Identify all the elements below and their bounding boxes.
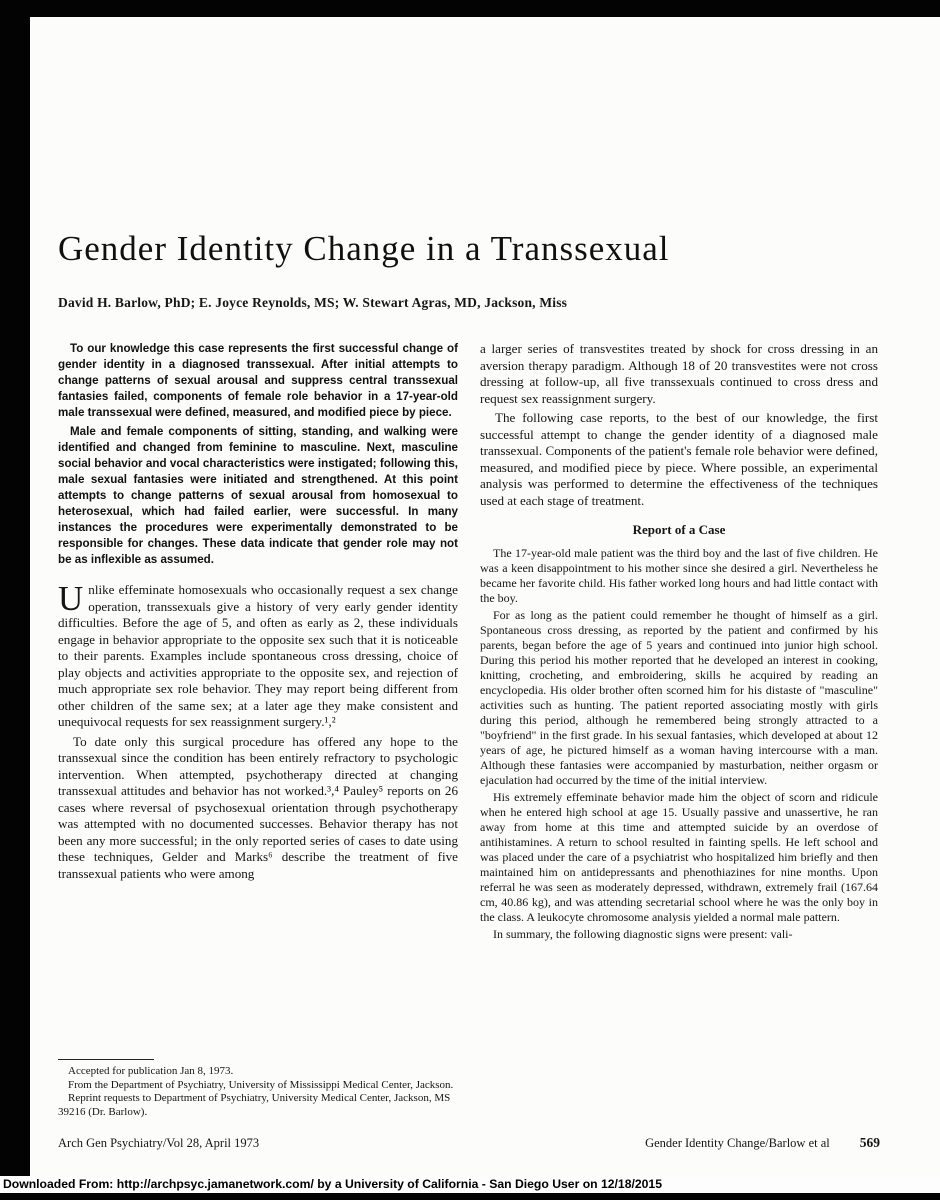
article-title: Gender Identity Change in a Transsexual bbox=[58, 229, 670, 268]
page-number: 569 bbox=[859, 1135, 880, 1150]
abstract-paragraph: To our knowledge this case represents the first successful change of gender identity in a diagnosed transsexual. After initial attempts to change patterns of sexual arousal and suppress central transsexual fantasies failed, components of female role behavior in a 17-year-old male transsexual were defined, measured, and modified piece by piece. bbox=[58, 342, 458, 419]
case-paragraph: In summary, the following diagnostic signs were present: vali- bbox=[493, 927, 793, 941]
left-column bbox=[58, 341, 458, 1119]
abstract bbox=[58, 341, 458, 571]
running-title: Gender Identity Change/Barlow et al bbox=[645, 1136, 830, 1150]
case-paragraph: The 17-year-old male patient was the third boy and the last of five children. He was a keen disappointment to his mother since she desired a girl. Nevertheless he became her favorite child. His father worked long hours and had little contact with the boy. bbox=[480, 546, 878, 605]
footnote-line: From the Department of Psychiatry, University of Mississippi Medical Center, Jackson. bbox=[68, 1078, 454, 1091]
case-paragraph: For as long as the patient could remember he thought of himself as a girl. Spontaneous cross dressing, as reported by the patient and confirmed by his parents, began before the age of 5 years and continued into junior high school. During this period his mother reported that he developed an interest in cooking, knitting, crocheting, and embroidering, skills he acquired by reading an encyclopedia. His older brother often scorned him for his distaste of "masculine" activities such as hunting. The patient reported associating mostly with girls during this period, although he remembered being strongly attracted to a "boyfriend" in the first grade. In his sexual fantasies, which developed at about 12 years of age, he pictured himself as a woman having intercourse with a man. Although these fantasies were accompanied by masturbation, neither orgasm or ejaculation had occurred by the time of the initial interview. bbox=[480, 608, 878, 787]
journal-citation: Arch Gen Psychiatry/Vol 28, April 1973 bbox=[58, 1136, 260, 1150]
case-paragraph: His extremely effeminate behavior made him the object of scorn and ridicule when he entered high school at age 15. Usually passive and unassertive, he ran away from home at this time and attempted suicide by an overdose of antihistamines. A return to school resulted in fainting spells. He left school and was placed under the care of a psychiatrist who hospitalized him briefly and then maintained him on antidepressants and phenothiazines for nine months. Upon referral he was seen as moderately depressed, withdrawn, extremely frail (167.64 cm, 40.86 kg), and was attending secretarial school where he was the only boy in the class. A leukocyte chromosome analysis yielded a normal male pattern. bbox=[480, 790, 878, 924]
page-body bbox=[30, 17, 940, 1151]
intro-paragraph bbox=[58, 579, 458, 731]
abstract-paragraph: Male and female components of sitting, standing, and walking were identified and changed from feminine to masculine. Next, masculine social behavior and vocal characteristics were instigated; following this, male sexual fantasies were initiated and strengthened. At this point attempts to change patterns of sexual arousal from homosexual to heterosexual, which had failed earlier, were successful. In many instances the procedures were experimentally demonstrated to be responsible for changes. These data indicate that gender role may not be as inflexible as assumed. bbox=[58, 425, 458, 566]
footnote-rule bbox=[58, 1059, 154, 1060]
page-footer bbox=[58, 1135, 880, 1151]
right-column bbox=[480, 341, 878, 1119]
drop-cap: U bbox=[58, 579, 84, 618]
footnote-line: Accepted for publication Jan 8, 1973. bbox=[68, 1065, 234, 1078]
scan-border-left bbox=[0, 0, 30, 1177]
footnote-line: Reprint requests to Department of Psychiatry, University Medical Center, Jackson, MS 39216 (Dr. Barlow). bbox=[58, 1092, 451, 1118]
intro-paragraph-text: nlike effeminate homosexuals who occasionally request a sex change operation, transsexuals give a history of very early gender identity difficulties. Before the age of 5, and often as early as 2, these individuals engage in behavior appropriate to the opposite sex such that it is noticeable to their parents. Examples include spontaneous cross dressing, choice of play objects and activities appropriate to the opposite sex, and rejection of much appropriate sex role behavior. They may report being different from other children of the same sex; at a later age they make consistent and unequivocal requests for sex reassignment surgery.¹,² bbox=[58, 582, 458, 729]
footnote-block bbox=[58, 1051, 458, 1119]
body-paragraph: The following case reports, to the best of our knowledge, the first successful attempt to change the gender identity of a diagnosed male transsexual. Components of the patient's female role behavior were defined, measured, and modified piece by piece. Where possible, an experimental analysis was performed to determine the effectiveness of the techniques used at each stage of treatment. bbox=[480, 410, 878, 508]
article-authors: David H. Barlow, PhD; E. Joyce Reynolds, MS; W. Stewart Agras, MD, Jackson, Miss bbox=[58, 295, 568, 310]
download-watermark: Downloaded From: http://archpsyc.jamanetwork.com/ by a University of California - San Diego User on 12/18/2015 bbox=[0, 1176, 940, 1193]
introduction-section bbox=[58, 571, 458, 882]
scan-border-bottom bbox=[0, 1193, 940, 1200]
body-paragraph: a larger series of transvestites treated by shock for cross dressing in an aversion therapy paradigm. Although 18 of 20 transvestites were not cross dressing at follow-up, all five transsexuals continued to cross dress and request sex reassignment surgery. bbox=[480, 341, 878, 406]
scan-border-top bbox=[0, 0, 940, 17]
case-report-section bbox=[480, 546, 878, 942]
footer-right-group bbox=[645, 1135, 880, 1151]
body-paragraph: To date only this surgical procedure has offered any hope to the transsexual since the condition has been entirely refractory to psychologic intervention. When attempted, psychotherapy directed at changing transsexual attitudes and behavior has not worked.³,⁴ Pauley⁵ reports on 26 cases where reversal of psychosexual orientation through psychotherapy was attempted with no documented successes. Behavior therapy has not been any more successful; in the only reported series of cases to date using these techniques, Gelder and Marks⁶ describe the treatment of five transsexual patients who were among bbox=[58, 733, 458, 881]
two-column-layout bbox=[58, 341, 880, 1119]
section-heading-report-of-a-case: Report of a Case bbox=[632, 522, 726, 537]
